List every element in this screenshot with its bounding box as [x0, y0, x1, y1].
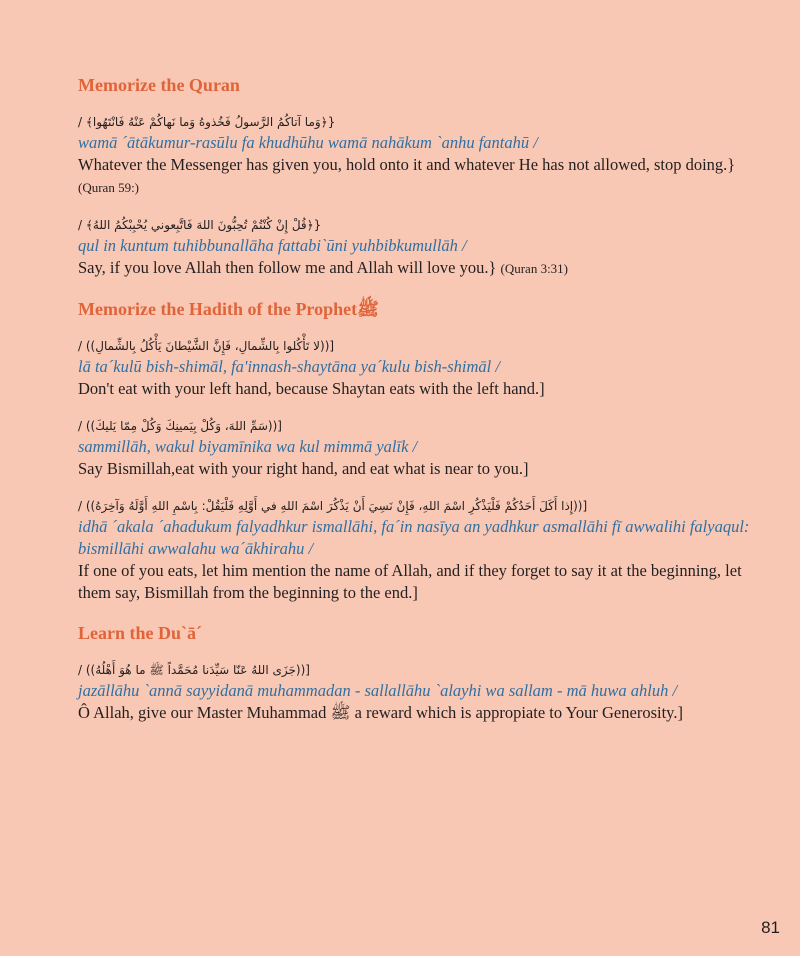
- translation-text: Say, if you love Allah then follow me and Allah will love you.}: [78, 258, 497, 277]
- transliteration: lā ta´kulū bish-shimāl, fa'innash-shaytāna ya´kulu bish-shimāl /: [78, 357, 500, 376]
- arabic-text: {﴿قُلْ إِنْ كُنْتُمْ تُحِبُّونَ اللهَ فَاتَّبِعوني يُحْبِبْكُمُ اللهُ﴾ /: [78, 218, 322, 232]
- section-heading: Learn the Du`ā´: [78, 623, 202, 643]
- transliteration: qul in kuntum tuhibbunallāha fattabi`ūni yuhbibkumullāh /: [78, 236, 467, 255]
- translation-text: Whatever the Messenger has given you, hold onto it and whatever He has not allowed, stop doing.}: [78, 155, 736, 174]
- quran-entry: [78, 215, 758, 280]
- transliteration: jazāllāhu `annā sayyidanā muhammadan - sallallāhu `alayhi wa sallam - mā huwa ahluh /: [78, 681, 678, 700]
- translation: Say Bismillah,eat with your right hand, and eat what is near to you.]: [78, 459, 529, 478]
- translation: Don't eat with your left hand, because Shaytan eats with the left hand.]: [78, 379, 545, 398]
- arabic-text: [((لا تَأْكُلوا بِالشِّمالِ، فَإِنَّ الشَّيْطانَ يَأْكُلُ بِالشِّمالِ)) /: [78, 339, 335, 353]
- translation: [78, 257, 758, 280]
- reference: (Quran 3:31): [500, 261, 569, 276]
- dua-entry: [78, 660, 758, 724]
- hadith-entry: [78, 416, 758, 480]
- arabic-text: {﴿وَما آتاكُمُ الرَّسولُ فَخُذوهُ وَما نَهاكُمْ عَنْهُ فَانْتَهُوا﴾ /: [78, 115, 336, 129]
- section-heading: Memorize the Hadith of the Prophetﷺ: [78, 299, 379, 319]
- section-dua: [78, 620, 758, 724]
- hadith-entry: [78, 336, 758, 400]
- hadith-entry: [78, 496, 758, 604]
- translation: [78, 154, 758, 199]
- quran-entry: [78, 112, 758, 199]
- transliteration: idhā ´akala ´ahadukum falyadhkur ismallāhi, fa´in nasīya an yadhkur asmallāhi fī awwalihi falyaqul: bismillāhi awwalahu wa´ākhirahu /: [78, 517, 750, 558]
- reference: (Quran 59:): [78, 180, 140, 195]
- arabic-text: [((إِذا أَكَلَ أَحَدُكُمْ فَلْيَذْكُرِ اسْمَ اللهِ، فَإِنْ نَسِيَ أَنْ يَذْكُرَ اسْمَ اللهِ في أَوَّلِهِ فَلْيَقُلْ: بِاسْمِ اللهِ أَوَّلَهُ وَآخِرَهُ)) /: [78, 499, 588, 513]
- page-content: [78, 72, 758, 740]
- section-hadith: [78, 296, 758, 604]
- section-quran: [78, 72, 758, 280]
- transliteration: wamā ´ātākumur-rasūlu fa khudhūhu wamā nahākum `anhu fantahū /: [78, 133, 538, 152]
- arabic-text: [((جَزَى اللهُ عَنّا سَيِّدَنا مُحَمَّداً ﷺ ما هُوَ أَهْلُهُ)) /: [78, 663, 310, 677]
- arabic-text: [((سَمِّ اللهَ، وَكُلْ بِيَمينِكَ وَكُلْ مِمّا يَليكَ)) /: [78, 419, 282, 433]
- translation: Ô Allah, give our Master Muhammad ﷺ a reward which is appropiate to Your Generosity.]: [78, 703, 683, 722]
- page-number: 81: [761, 918, 780, 937]
- translation: If one of you eats, let him mention the name of Allah, and if they forget to say it at the beginning, let them say, Bismillah from the beginning to the end.]: [78, 561, 742, 602]
- section-heading: Memorize the Quran: [78, 75, 240, 95]
- transliteration: sammillāh, wakul biyamīnika wa kul mimmā yalīk /: [78, 437, 418, 456]
